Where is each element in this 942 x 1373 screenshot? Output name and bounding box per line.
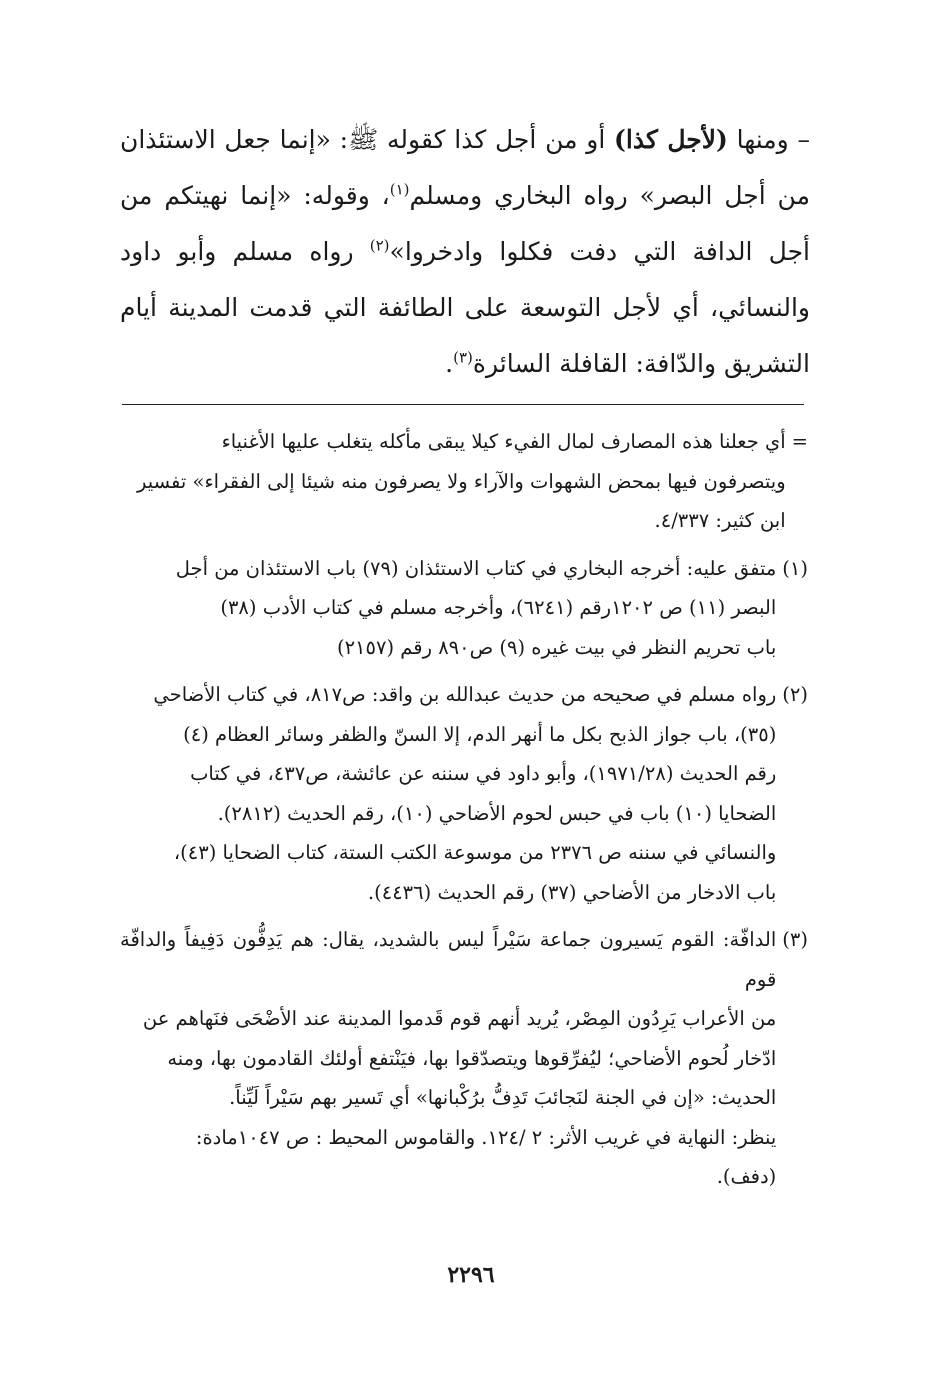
footnote-body	[120, 549, 776, 668]
footnote-line: الحديث: «إن في الجنة لنَجائبَ تَدِفُّ برُكْبانها» أي تَسير بهم سَيْراً لَيِّناً.	[229, 1086, 777, 1109]
footnote-body	[120, 422, 786, 541]
footnote-line: ادّخار لُحوم الأضاحي؛ ليُفرِّقوها ويتصدّقوا بها، فيَنْتفع أولئك القادمون بها، ومنه	[167, 1046, 777, 1070]
footnote-line: البصر (١١) ص ١٢٠٢رقم (٦٢٤١)، وأخرجه مسلم في كتاب الأدب (٣٨)	[220, 596, 777, 619]
footnote-line: رقم الحديث (١٩٧١/٢٨)، وأبو داود في سننه عن عائشة، ص٤٣٧، في كتاب	[190, 762, 777, 785]
main-text-end: .	[445, 349, 454, 378]
footnote-line: باب الادخار من الأضاحي (٣٧) رقم الحديث (٤٤٣٦).	[367, 880, 777, 904]
footnote-line: ويتصرفون فيها بمحض الشهوات والآراء ولا يصرفون منه شيئا إلى الفقراء» تفسير	[137, 469, 786, 493]
footnote-line: والنسائي في سننه ص ٢٣٧٦ من موسوعة الكتب الستة، كتاب الضحايا (٤٣)،	[173, 841, 777, 864]
footnote-line: (٣٥)، باب جواز الذبح بكل ما أنهر الدم، إلا السنّ والظفر وسائر العظام (٤)	[183, 722, 777, 746]
footnote-line: (دفف).	[716, 1165, 777, 1188]
main-intro: ومنها	[736, 125, 789, 154]
footnotes-section	[120, 422, 808, 1205]
main-text-segment-3: رواه مسلم وأبو داود والنسائي، أي لأجل التوسعة على الطائفة التي قدمت المدينة أيام التشريق والدّافة: القافلة السائرة	[120, 237, 810, 378]
footnote-line: ينظر: النهاية في غريب الأثر: ٢ /١٢٤. والقاموس المحيط : ص ١٠٤٧مادة:	[195, 1125, 777, 1149]
footnote-line: متفق عليه: أخرجه البخاري في كتاب الاستئذان (٧٩) باب الاستئذان من أجل	[175, 556, 777, 580]
footnote-body	[120, 675, 776, 912]
footnote-separator	[122, 404, 804, 405]
footnote-number: (٣)	[782, 928, 808, 951]
page-number: ٢٢٩٦	[447, 1262, 495, 1288]
footnote-line: الدافّة: القوم يَسيرون جماعة سَيْراً ليس بالشديد، يقال: هم يَدِفُّون دَفِيفاً والدافّة قوم	[120, 928, 777, 991]
footnote-line: الضحايا (١٠) باب في حبس لحوم الأضاحي (١٠)، رقم الحديث (٢٨١٢).	[217, 801, 777, 825]
footnote-3	[120, 920, 808, 1197]
footnote-1	[120, 549, 808, 668]
main-paragraph	[120, 112, 810, 392]
main-text-segment-1: أو من أجل كذا كقوله ﷺ: «إنما جعل الاستئذان من أجل البصر» رواه البخاري ومسلم	[120, 125, 810, 210]
footnote-line: باب تحريم النظر في بيت غيره (٩) ص٨٩٠ رقم (٢١٥٧)	[336, 635, 777, 659]
footnote-ref-2: (٢)	[369, 236, 390, 255]
footnote-ref-1: (١)	[389, 180, 410, 199]
main-text-block	[120, 112, 810, 392]
footnote-line: ابن كثير: ٤/٣٣٧.	[654, 509, 786, 532]
main-text-segment-2: ، وقوله: «إنما نهيتكم من أجل الدافة التي دفت فكلوا وادخروا»	[120, 181, 810, 266]
dash-marker: –	[797, 125, 811, 154]
footnote-body	[120, 920, 776, 1197]
footnote-continuation-marker: =	[791, 430, 808, 453]
footnote-ref-3: (٣)	[453, 348, 473, 367]
footnote-number: (٢)	[782, 683, 808, 706]
footnote-2	[120, 675, 808, 912]
footnote-continuation	[120, 422, 808, 541]
footnote-line: أي جعلنا هذه المصارف لمال الفيء كيلا يبقى مأكله يتغلب عليها الأغنياء	[221, 430, 786, 453]
footnote-line: رواه مسلم في صحيحه من حديث عبدالله بن واقد: ص٨١٧، في كتاب الأضاحي	[153, 683, 777, 706]
bold-phrase: (لأجل كذا)	[614, 125, 728, 154]
footnote-line: من الأعراب يَرِدُون المِصْر، يُريد أنهم قوم قَدموا المدينة عند الأضْحَى فنَهاهم عن	[142, 1007, 777, 1030]
footnote-number: (١)	[782, 556, 808, 580]
